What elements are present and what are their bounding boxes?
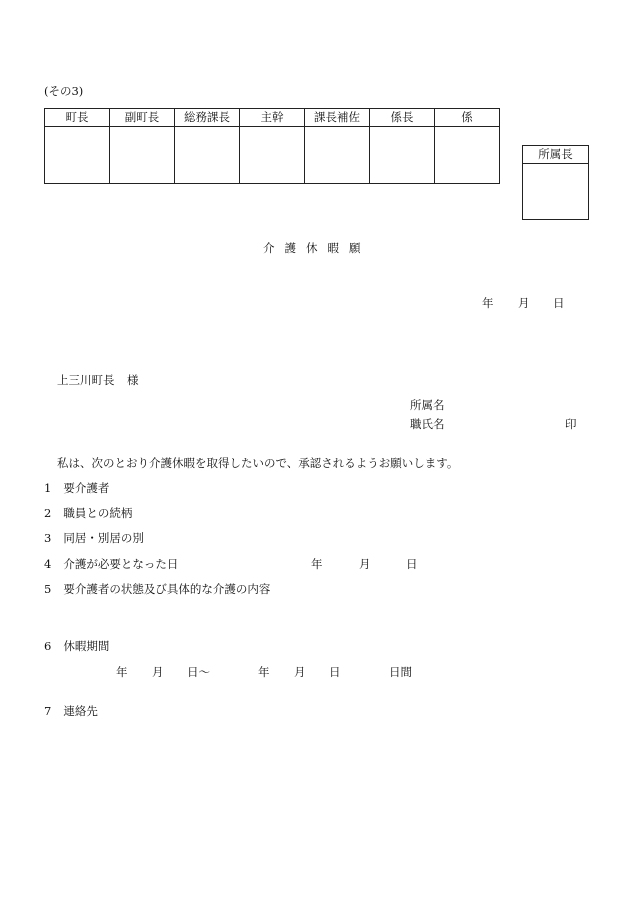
- period-end-month: 月: [294, 665, 306, 679]
- approval-stamp-table: [44, 108, 500, 184]
- applicant-dept-label: 所属名: [410, 398, 445, 412]
- document-title: 介護休暇願: [263, 241, 371, 255]
- approval-col-senior-officer: 主幹: [240, 109, 305, 127]
- approval-col-general-affairs-chief: 総務課長: [175, 109, 240, 127]
- stamp-box-senior-officer[interactable]: [240, 127, 305, 184]
- item-label: 要介護者: [63, 481, 110, 495]
- approval-col-staff: 係: [435, 109, 500, 127]
- request-statement: 私は、次のとおり介護休暇を取得したいので、承認されるようお願いします。: [57, 456, 459, 470]
- item-label: 連絡先: [63, 704, 98, 718]
- applicant-name-label: 職氏名: [410, 417, 445, 431]
- item-number: 5: [44, 582, 52, 596]
- item-label: 要介護者の状態及び具体的な介護の内容: [63, 582, 271, 596]
- item-6: [44, 640, 109, 654]
- addressee-honorific: 様: [127, 373, 139, 387]
- dept-head-stamp-box[interactable]: [522, 145, 589, 220]
- period-start-day: 日〜: [187, 665, 210, 679]
- item-label: 介護が必要となった日: [63, 557, 179, 571]
- item-2: [44, 507, 132, 521]
- period-start-month: 月: [152, 665, 164, 679]
- stamp-box-mayor[interactable]: [45, 127, 110, 184]
- item-1: [44, 482, 109, 496]
- seal-mark: 印: [565, 417, 577, 431]
- item-3: [44, 532, 144, 546]
- item-number: 7: [44, 704, 52, 718]
- item-number: 1: [44, 481, 52, 495]
- item-5: [44, 583, 270, 597]
- item-number: 4: [44, 557, 52, 571]
- care-start-year: 年: [311, 557, 323, 571]
- period-days: 日間: [389, 665, 412, 679]
- item-label: 休暇期間: [63, 639, 110, 653]
- stamp-box-staff[interactable]: [435, 127, 500, 184]
- period-start-year: 年: [116, 665, 128, 679]
- item-7: [44, 705, 98, 719]
- date-month: 月: [518, 296, 530, 310]
- date-year: 年: [482, 296, 494, 310]
- period-end-day: 日: [329, 665, 341, 679]
- approval-col-mayor: 町長: [45, 109, 110, 127]
- item-label: 同居・別居の別: [63, 531, 144, 545]
- stamp-box-deputy-mayor[interactable]: [110, 127, 175, 184]
- item-label: 職員との続柄: [63, 506, 133, 520]
- stamp-box-general-affairs-chief[interactable]: [175, 127, 240, 184]
- document-number: (その3): [44, 84, 84, 98]
- item-number: 2: [44, 506, 52, 520]
- item-4: [44, 558, 178, 572]
- item-number: 3: [44, 531, 52, 545]
- dept-head-label: 所属長: [523, 146, 588, 164]
- approval-col-assistant-chief: 課長補佐: [305, 109, 370, 127]
- date-day: 日: [553, 296, 565, 310]
- addressee-name: 上三川町長: [57, 373, 115, 387]
- care-start-month: 月: [359, 557, 371, 571]
- stamp-box-assistant-chief[interactable]: [305, 127, 370, 184]
- care-start-day: 日: [406, 557, 418, 571]
- approval-col-section-chief: 係長: [370, 109, 435, 127]
- approval-col-deputy-mayor: 副町長: [110, 109, 175, 127]
- period-end-year: 年: [258, 665, 270, 679]
- item-number: 6: [44, 639, 52, 653]
- stamp-box-section-chief[interactable]: [370, 127, 435, 184]
